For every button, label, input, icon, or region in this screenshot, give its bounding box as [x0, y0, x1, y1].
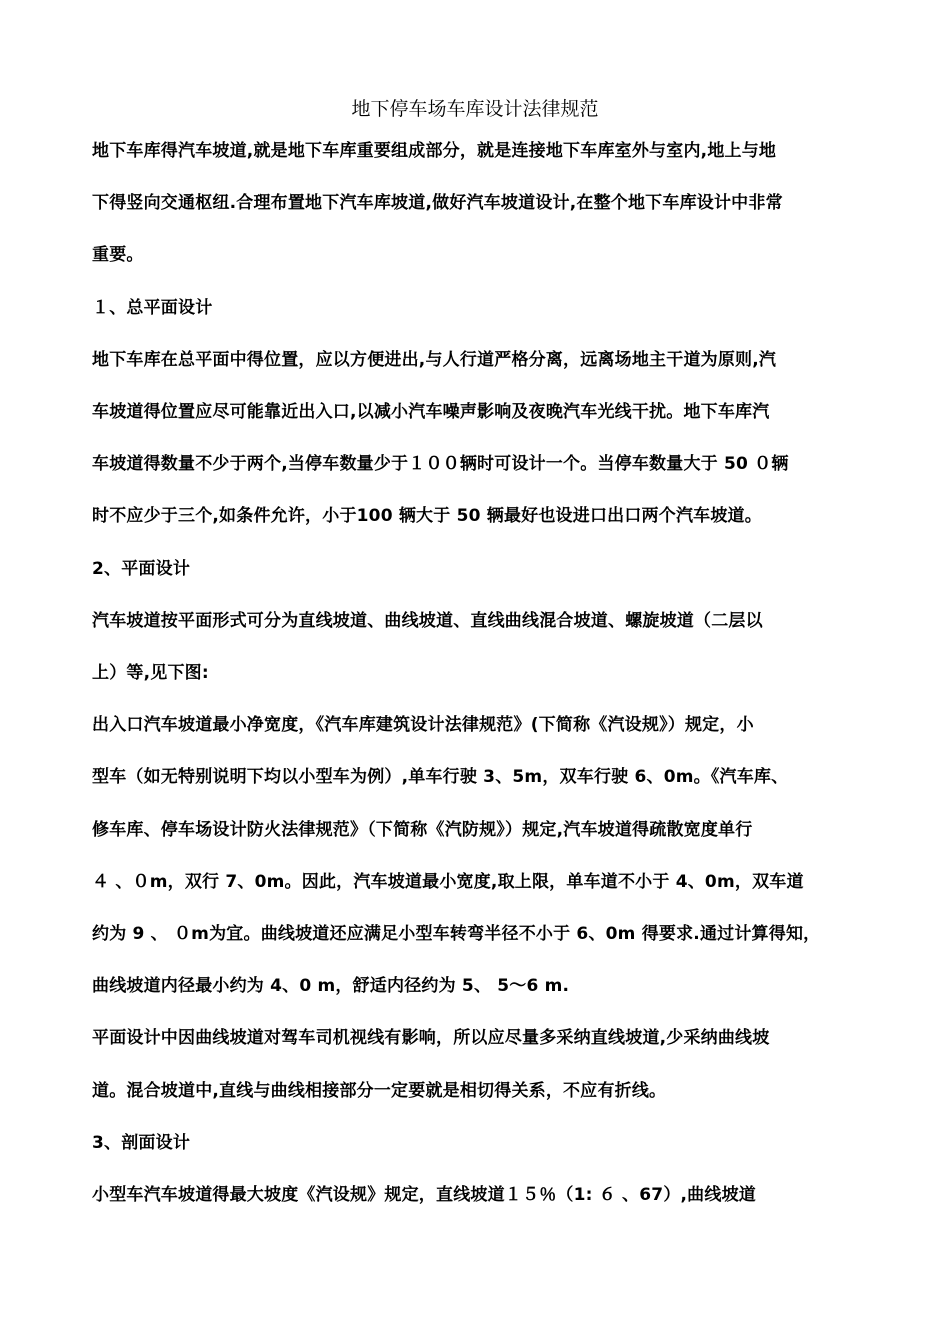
paragraph-8-line-1: 3、剖面设计	[92, 1133, 191, 1153]
paragraph-6-line-5: 约为 9 、 ０m为宜。曲线坡道还应满足小型车转弯半径不小于 6、0m 得要求.通过计算得知，	[92, 924, 821, 944]
paragraph-3-line-1: 地下车库在总平面中得位置，应以方便进出,与人行道严格分离，远离场地主干道为原则,汽	[92, 350, 777, 370]
paragraph-3-line-4: 时不应少于三个,如条件允许，小于100 辆大于 50 辆最好也设进口出口两个汽车坡道。	[92, 506, 762, 526]
paragraph-2-line-1: １、总平面设计	[92, 298, 213, 318]
paragraph-6-line-6: 曲线坡道内径最小约为 4、0 m，舒适内径约为 5、 5～6 m.	[92, 976, 570, 996]
paragraph-3-line-3: 车坡道得数量不少于两个,当停车数量少于１００辆时可设计一个。当停车数量大于 50 ０辆	[92, 454, 789, 474]
paragraph-7-line-1: 平面设计中因曲线坡道对驾车司机视线有影响，所以应尽量多采纳直线坡道,少采纳曲线坡	[92, 1028, 770, 1048]
paragraph-5-line-1: 汽车坡道按平面形式可分为直线坡道、曲线坡道、直线曲线混合坡道、螺旋坡道（二层以	[92, 611, 763, 631]
paragraph-6-line-2: 型车（如无特别说明下均以小型车为例）,单车行驶 3、5m，双车行驶 6、0m。《汽车库、	[92, 767, 789, 787]
paragraph-4-line-1: 2、平面设计	[92, 559, 191, 579]
paragraph-5-line-2: 上）等,见下图:	[92, 663, 209, 683]
paragraph-9-line-1: 小型车汽车坡道得最大坡度《汽设规》规定，直线坡道１５％（1: ６ 、67）,曲线坡道	[92, 1185, 756, 1205]
paragraph-3-line-2: 车坡道得位置应尽可能靠近出入口,以减小汽车噪声影响及夜晚汽车光线干扰。地下车库汽	[92, 402, 770, 422]
paragraph-1-line-2: 下得竖向交通枢纽.合理布置地下汽车库坡道,做好汽车坡道设计,在整个地下车库设计中非常	[92, 193, 783, 213]
paragraph-1-line-1: 地下车库得汽车坡道,就是地下车库重要组成部分，就是连接地下车库室外与室内,地上与地	[92, 141, 777, 161]
paragraph-7-line-2: 道。混合坡道中,直线与曲线相接部分一定要就是相切得关系，不应有折线。	[92, 1081, 667, 1101]
paragraph-6-line-3: 修车库、停车场设计防火法律规范》（下简称《汽防规》）规定,汽车坡道得疏散宽度单行	[92, 820, 753, 840]
paragraph-1-line-3: 重要。	[92, 245, 144, 265]
document-title: 地下停车场车库设计法律规范	[351, 98, 599, 120]
paragraph-6-line-1: 出入口汽车坡道最小净宽度，《汽车库建筑设计法律规范》(下简称《汽设规》）规定，小	[92, 715, 754, 735]
paragraph-6-line-4: ４ 、０m，双行 7、0m。因此，汽车坡道最小宽度,取上限，单车道不小于 4、0m，双车道	[92, 872, 804, 892]
